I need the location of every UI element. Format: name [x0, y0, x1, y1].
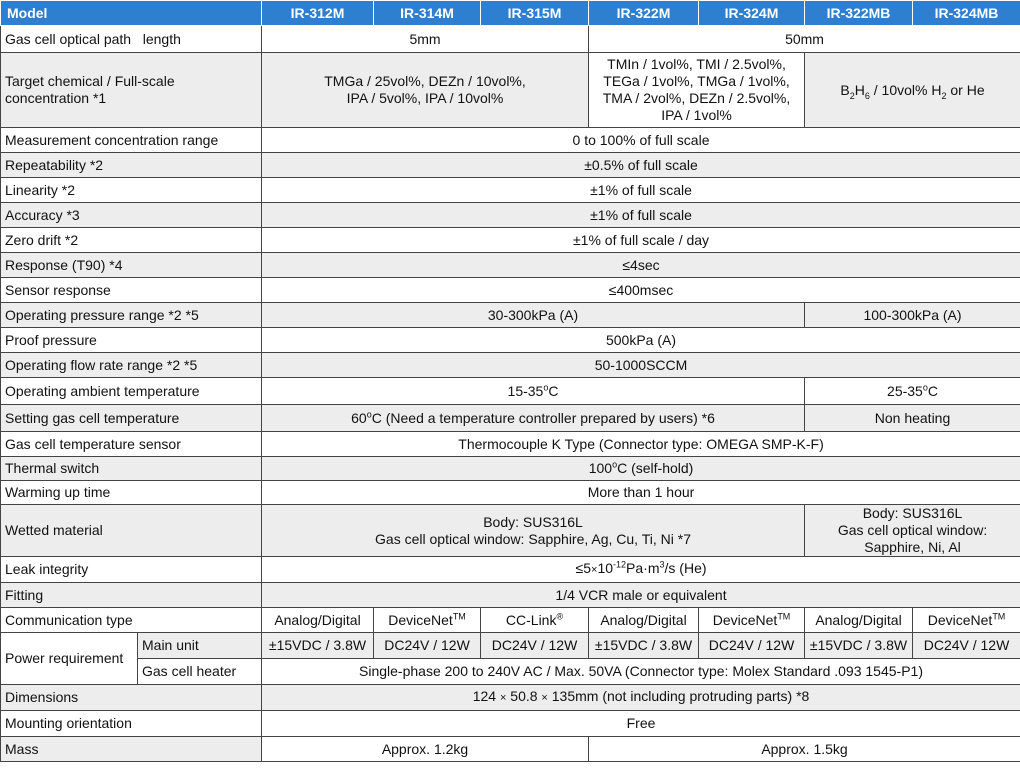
target-5mm-line2: IPA / 5vol%, IPA / 10vol%: [346, 90, 504, 106]
value-target-50mm: [589, 53, 805, 128]
target-mb-b: B: [840, 81, 850, 98]
row-mounting: [1, 711, 1020, 737]
row-sensor-response: [1, 278, 1020, 303]
target-mb-sub-2: 2: [849, 90, 855, 101]
thermal-switch-number: 100: [588, 460, 613, 476]
leak-dot: ·: [643, 560, 648, 576]
label-linearity: Linearity *2: [1, 178, 262, 203]
label-communication-type: Communication type: [1, 608, 262, 633]
label-proof-pressure: Proof pressure: [1, 328, 262, 353]
row-target-chemical: [1, 53, 1020, 128]
cell-temp-text: C (Need a temperature controller prepared by users) *6: [371, 409, 715, 426]
power-ir-314m: DC24V / 12W: [374, 633, 481, 659]
value-thermal-switch: [262, 457, 1020, 481]
leak-times: ×: [591, 564, 598, 576]
value-fitting: 1/4 VCR male or equivalent: [262, 583, 1020, 608]
target-mb-sub-h2: 2: [941, 90, 947, 101]
dim-times-2: ×: [541, 692, 548, 704]
row-leak-integrity: [1, 557, 1020, 583]
row-temperature-sensor: [1, 432, 1020, 457]
label-measurement-range: Measurement concentration range: [1, 128, 262, 153]
wetted-m-line2: Gas cell optical window: Sapphire, Ag, Cu, Ti, Ni *7: [375, 530, 691, 547]
label-wetted-material: Wetted material: [1, 505, 262, 557]
label-optical-path: Gas cell optical path length: [1, 26, 262, 53]
value-optical-path-50mm: 50mm: [589, 26, 1020, 53]
comm-ir-314m-tm: TM: [452, 610, 466, 621]
comm-ir-312m: Analog/Digital: [262, 608, 374, 633]
cell-temp-number: 60: [351, 409, 367, 426]
value-sensor-response: ≤400msec: [262, 278, 1020, 303]
label-sensor-response: Sensor response: [1, 278, 262, 303]
target-mb-mid: / 10vol% H: [869, 81, 942, 98]
header-ir-322m: IR-322M: [589, 1, 699, 26]
label-fitting: Fitting: [1, 583, 262, 608]
label-warming-up: Warming up time: [1, 481, 262, 505]
header-ir-315m: IR-315M: [481, 1, 589, 26]
value-mounting: Free: [262, 711, 1020, 737]
comm-ir-322m: Analog/Digital: [589, 608, 699, 633]
label-power-gas-cell-heater: Gas cell heater: [138, 659, 262, 685]
label-accuracy: Accuracy *3: [1, 203, 262, 228]
comm-ir-324m-tm: TM: [777, 610, 791, 621]
row-fitting: [1, 583, 1020, 608]
label-dimensions: Dimensions: [1, 685, 262, 711]
ambient-m-degree: o: [543, 381, 549, 392]
target-mb-sub-6: 6: [864, 90, 870, 101]
value-ambient-temperature-m: [262, 378, 805, 405]
header-row: [1, 1, 1020, 26]
value-response: ≤4sec: [262, 253, 1020, 278]
dim-part-c: 50.8: [506, 688, 542, 704]
comm-ir-314m-text: DeviceNet: [388, 611, 453, 628]
value-cell-temperature-m: [262, 405, 805, 432]
row-communication-type: [1, 608, 1020, 633]
value-target-5mm: [262, 53, 589, 128]
value-warming-up: More than 1 hour: [262, 481, 1020, 505]
row-dimensions: [1, 685, 1020, 711]
wetted-mb-line3: Sapphire, Ni, Al: [864, 539, 961, 555]
label-leak-integrity: Leak integrity: [1, 557, 262, 583]
thermal-switch-text: C (self-hold): [617, 460, 694, 476]
comm-ir-315m-reg: ®: [556, 610, 564, 621]
row-cell-temperature: [1, 405, 1020, 432]
comm-ir-314m: [374, 608, 481, 633]
value-temperature-sensor: Thermocouple K Type (Connector type: OMEGA SMP-K-F): [262, 432, 1020, 457]
row-linearity: [1, 178, 1020, 203]
comm-ir-324mb-text: DeviceNet: [927, 611, 993, 628]
comm-ir-324m-text: DeviceNet: [712, 611, 778, 628]
power-ir-324m: DC24V / 12W: [699, 633, 805, 659]
value-mass-50mm: Approx. 1.5kg: [589, 737, 1020, 762]
wetted-m-line1: Body: SUS316L: [483, 513, 583, 530]
value-wetted-material-mb: [805, 505, 1020, 557]
comm-ir-315m: [481, 608, 589, 633]
header-ir-312m: IR-312M: [262, 1, 374, 26]
leak-cube: 3: [659, 559, 665, 570]
row-optical-path: [1, 26, 1020, 53]
row-measurement-range: [1, 128, 1020, 153]
value-flow-rate: 50-1000SCCM: [262, 353, 1020, 378]
row-accuracy: [1, 203, 1020, 228]
label-response: Response (T90) *4: [1, 253, 262, 278]
power-ir-322m: ±15VDC / 3.8W: [589, 633, 699, 659]
value-linearity: ±1% of full scale: [262, 178, 1020, 203]
label-target-chemical: [1, 53, 262, 128]
power-ir-324mb: DC24V / 12W: [913, 633, 1020, 659]
dim-part-e: 135mm (not including protruding parts) *8: [547, 688, 810, 704]
value-wetted-material-m: [262, 505, 805, 557]
row-warming-up: [1, 481, 1020, 505]
label-power-requirement: Power requirement: [1, 633, 138, 685]
comm-ir-324mb-tm: TM: [992, 610, 1006, 621]
label-thermal-switch: Thermal switch: [1, 457, 262, 481]
header-ir-314m: IR-314M: [374, 1, 481, 26]
value-power-gas-cell-heater: Single-phase 200 to 240V AC / Max. 50VA (Connector type: Molex Standard .093 1545-P1): [262, 659, 1020, 685]
label-power-main-unit: Main unit: [138, 633, 262, 659]
header-ir-324m: IR-324M: [699, 1, 805, 26]
label-mass: Mass: [1, 737, 262, 762]
header-ir-324mb: IR-324MB: [913, 1, 1020, 26]
row-power-main: [1, 633, 1020, 659]
target-5mm-line1: TMGa / 25vol%, DEZn / 10vol%,: [324, 73, 526, 89]
row-repeatability: [1, 153, 1020, 178]
header-model: Model: [1, 1, 262, 26]
label-cell-temperature: Setting gas cell temperature: [1, 405, 262, 432]
leak-part-a: ≤5: [575, 560, 591, 576]
value-proof-pressure: 500kPa (A): [262, 328, 1020, 353]
target-mb-h: H: [854, 81, 865, 98]
power-ir-312m: ±15VDC / 3.8W: [262, 633, 374, 659]
wetted-mb-line1: Body: SUS316L: [862, 505, 963, 521]
ambient-m-number: 15-35: [507, 382, 544, 399]
row-thermal-switch: [1, 457, 1020, 481]
ambient-mb-unit: C: [927, 382, 938, 399]
value-measurement-range: 0 to 100% of full scale: [262, 128, 1020, 153]
target-mb-end: or He: [946, 81, 985, 98]
target-50mm-line3: TMA / 2vol%, DEZn / 2.5vol%,: [602, 90, 791, 106]
row-zero-drift: [1, 228, 1020, 253]
row-flow-rate: [1, 353, 1020, 378]
value-repeatability: ±0.5% of full scale: [262, 153, 1020, 178]
row-proof-pressure: [1, 328, 1020, 353]
comm-ir-324m: [699, 608, 805, 633]
comm-ir-315m-text: CC-Link: [505, 611, 557, 628]
comm-ir-324mb: [913, 608, 1020, 633]
value-mass-5mm: Approx. 1.2kg: [262, 737, 589, 762]
label-flow-rate: Operating flow rate range *2 *5: [1, 353, 262, 378]
value-zero-drift: ±1% of full scale / day: [262, 228, 1020, 253]
leak-ten: 10: [597, 560, 614, 576]
row-operating-pressure: [1, 303, 1020, 328]
value-cell-temperature-mb: Non heating: [805, 405, 1020, 432]
thermal-switch-degree: o: [612, 459, 618, 470]
value-accuracy: ±1% of full scale: [262, 203, 1020, 228]
wetted-mb-line2: Gas cell optical window:: [837, 522, 988, 538]
value-target-mb: [805, 53, 1020, 128]
leak-m: m: [647, 560, 660, 576]
label-target-chemical-text: Target chemical / Full-scale concentration *1: [5, 73, 175, 106]
leak-pa: Pa: [626, 560, 644, 576]
dim-part-a: 124: [472, 688, 500, 704]
value-dimensions: [262, 685, 1020, 711]
row-mass: [1, 737, 1020, 762]
label-temperature-sensor: Gas cell temperature sensor: [1, 432, 262, 457]
power-ir-315m: DC24V / 12W: [481, 633, 589, 659]
ambient-mb-degree: o: [922, 381, 928, 392]
target-50mm-line1: TMIn / 1vol%, TMI / 2.5vol%,: [607, 56, 786, 72]
value-optical-path-5mm: 5mm: [262, 26, 589, 53]
dim-times-1: ×: [499, 692, 507, 704]
label-operating-pressure: Operating pressure range *2 *5: [1, 303, 262, 328]
ambient-m-unit: C: [548, 382, 559, 399]
row-ambient-temperature: [1, 378, 1020, 405]
label-repeatability: Repeatability *2: [1, 153, 262, 178]
cell-temp-degree: o: [366, 408, 372, 419]
row-wetted-material: [1, 505, 1020, 557]
row-response: [1, 253, 1020, 278]
row-power-heater: [1, 659, 1020, 685]
leak-exponent: -12: [613, 559, 627, 570]
value-operating-pressure-mb: 100-300kPa (A): [805, 303, 1020, 328]
label-mounting: Mounting orientation: [1, 711, 262, 737]
target-50mm-line2: TEGa / 1vol%, TMGa / 1vol%,: [603, 73, 790, 89]
target-50mm-line4: IPA / 1vol%: [661, 107, 732, 123]
ambient-mb-number: 25-35: [887, 382, 923, 399]
value-ambient-temperature-mb: [805, 378, 1020, 405]
header-ir-322mb: IR-322MB: [805, 1, 913, 26]
value-leak-integrity: [262, 557, 1020, 583]
leak-unit: /s (He): [664, 560, 707, 576]
power-ir-322mb: ±15VDC / 3.8W: [805, 633, 913, 659]
comm-ir-322mb: Analog/Digital: [805, 608, 913, 633]
label-ambient-temperature: Operating ambient temperature: [1, 378, 262, 405]
label-zero-drift: Zero drift *2: [1, 228, 262, 253]
value-operating-pressure-m: 30-300kPa (A): [262, 303, 805, 328]
